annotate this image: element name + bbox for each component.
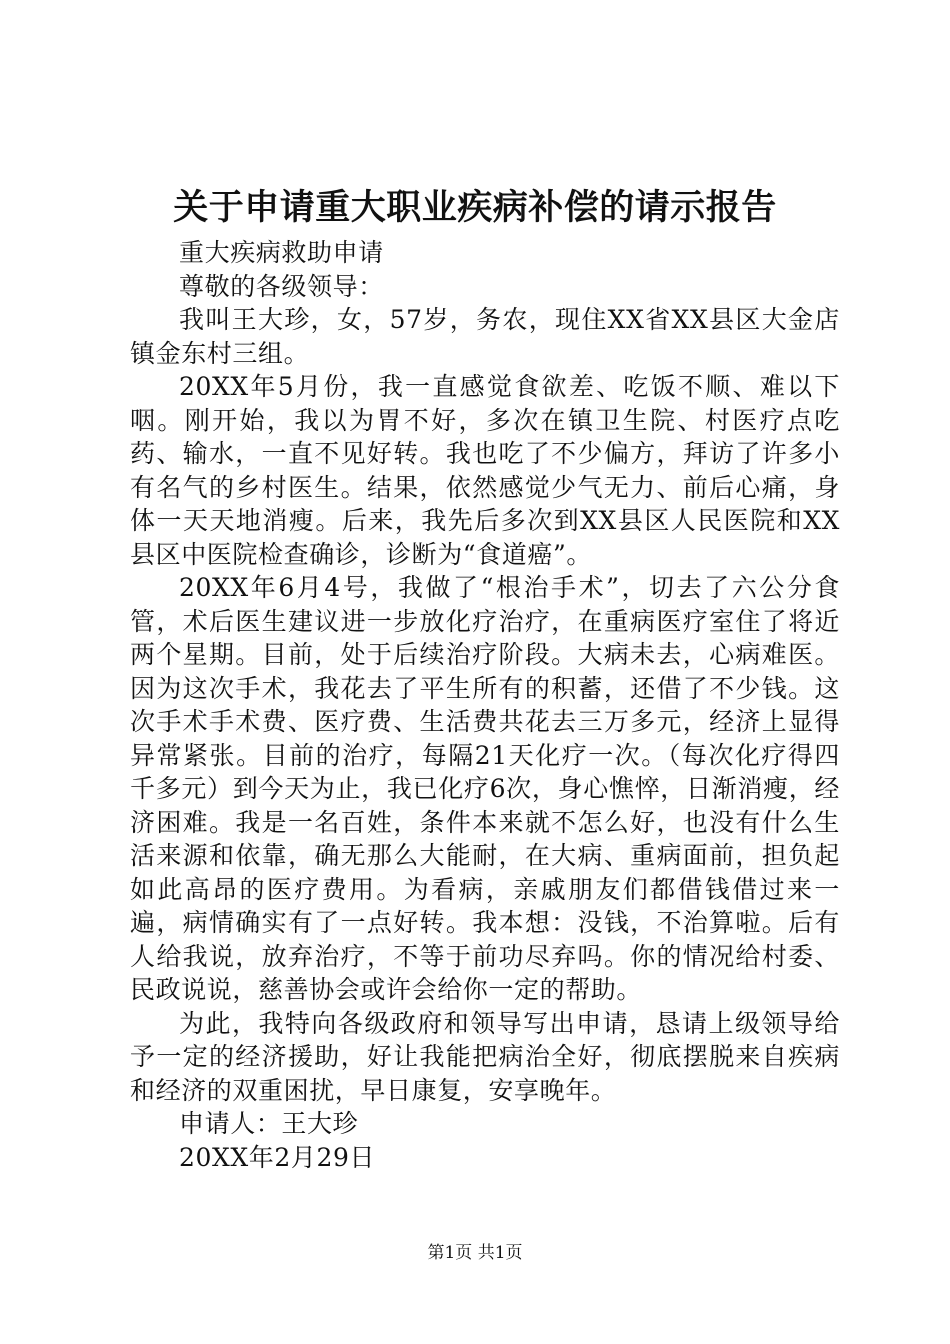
- paragraph-request: 为此，我特向各级政府和领导写出申请，恳请上级领导给予一定的经济援助，好让我能把病治全好，彻底摆脱来自疾病和经济的双重困扰，早日康复，安享晚年。: [130, 1008, 840, 1105]
- subtitle: 重大疾病救助申请: [179, 238, 384, 267]
- page-number-footer: 第1页 共1页: [427, 1243, 523, 1263]
- paragraph-treatment: 20XX年6月4号，我做了“根治手术”，切去了六公分食管，术后医生建议进一步放化疗治疗，在重病医疗室住了将近两个星期。目前，处于后续治疗阶段。大病未去，心病难医。因为这次手术，我花去了平生所有的积蓄，还借了不少钱。这次手术手术费、医疗费、生活费共花去三万多元，经济上显得异常紧张。目前的治疗，每隔21天化疗一次。（每次化疗得四千多元）到今天为止，我已化疗6次，身心憔悴，日渐消瘦，经济困难。我是一名百姓，条件本来就不怎么好，也没有什么生活来源和依靠，确无那么大能耐，在大病、重病面前，担负起如此高昂的医疗费用。为看病，亲戚朋友们都借钱借过来一遍，病情确实有了一点好转。我本想：没钱，不治算啦。后有人给我说，放弃治疗，不等于前功尽弃吗。你的情况给村委、民政说说，慈善协会或许会给你一定的帮助。: [130, 573, 840, 1004]
- document-title: 关于申请重大职业疾病补偿的请示报告: [173, 187, 777, 228]
- salutation: 尊敬的各级领导：: [179, 271, 384, 301]
- document-body: [130, 236, 840, 1174]
- paragraph-intro: 我叫王大珍，女，57岁，务农，现住XX省XX县区大金店镇金东村三组。: [130, 305, 840, 368]
- paragraph-diagnosis: 20XX年5月份，我一直感觉食欲差、吃饭不顺、难以下咽。刚开始，我以为胃不好，多次在镇卫生院、村医疗点吃药、输水，一直不见好转。我也吃了不少偏方，拜访了许多小有名气的乡村医生。结果，依然感觉少气无力、前后心痛，身体一天天地消瘦。后来，我先后多次到XX县区人民医院和XX县区中医院检查确诊，诊断为“食道癌”。: [130, 372, 840, 569]
- document-date: 20XX年2月29日: [179, 1142, 376, 1172]
- applicant-signature: 申请人：王大珍: [179, 1109, 359, 1138]
